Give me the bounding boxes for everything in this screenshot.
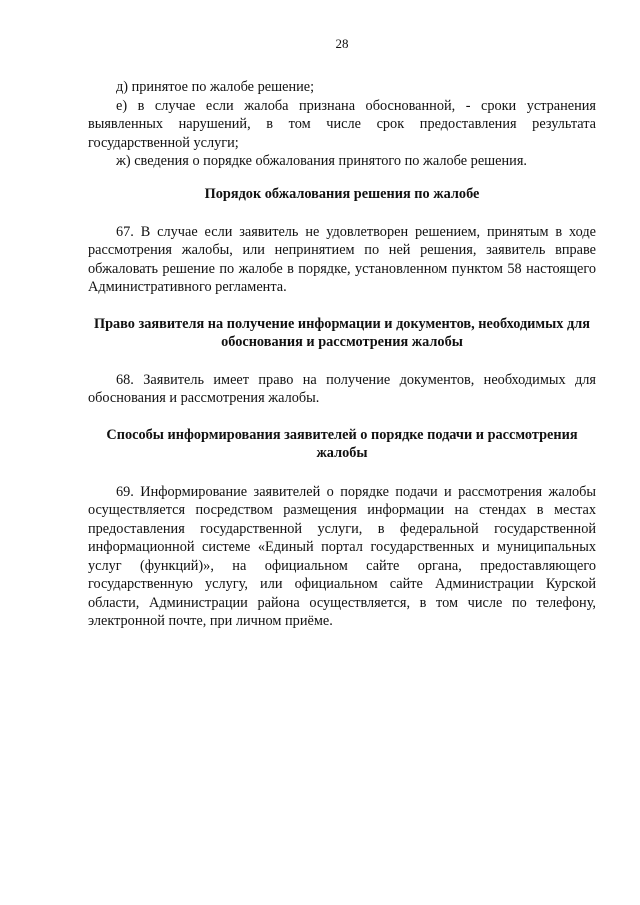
list-item-e: е) в случае если жалоба признана обоснованной, - сроки устранения выявленных нарушений, в том числе срок предоставления результата государственной услуги; [88, 97, 596, 151]
paragraph-69: 69. Информирование заявителей о порядке подачи и рассмотрения жалобы осуществляется посредством размещения информации на стендах в местах предоставления государственной услуги, в федеральной государственной информационной системе «Единый портал государственных и муниципальных услуг (функций)», на официальном сайте органа, предоставляющего государственную услугу, или официальном сайте Администрации Курской области, Администрации района осуществляется, в том числе по телефону, электронной почте, при личном приёме. [88, 483, 596, 629]
paragraph-67: 67. В случае если заявитель не удовлетворен решением, принятым в ходе рассмотрения жалобы, или непринятием по ней решения, заявитель вправе обжаловать решение по жалобе в порядке, установленном пунктом 58 настоящего Административного регламента. [88, 223, 596, 295]
paragraph-68: 68. Заявитель имеет право на получение документов, необходимых для обоснования и рассмотрения жалобы. [88, 371, 596, 406]
page-number: 28 [335, 36, 349, 51]
list-item-d: д) принятое по жалобе решение; [116, 79, 315, 95]
list-item-zh: ж) сведения о порядке обжалования принятого по жалобе решения. [116, 153, 527, 169]
section-heading-appeal-procedure: Порядок обжалования решения по жалобе [204, 185, 480, 202]
section-heading-informing-methods: Способы информирования заявителей о порядке подачи и рассмотрения жалобы [106, 426, 578, 461]
document-page [88, 36, 596, 631]
section-heading-right-to-information: Право заявителя на получение информации и документов, необходимых для обоснования и рассмотрения жалобы [93, 315, 591, 350]
